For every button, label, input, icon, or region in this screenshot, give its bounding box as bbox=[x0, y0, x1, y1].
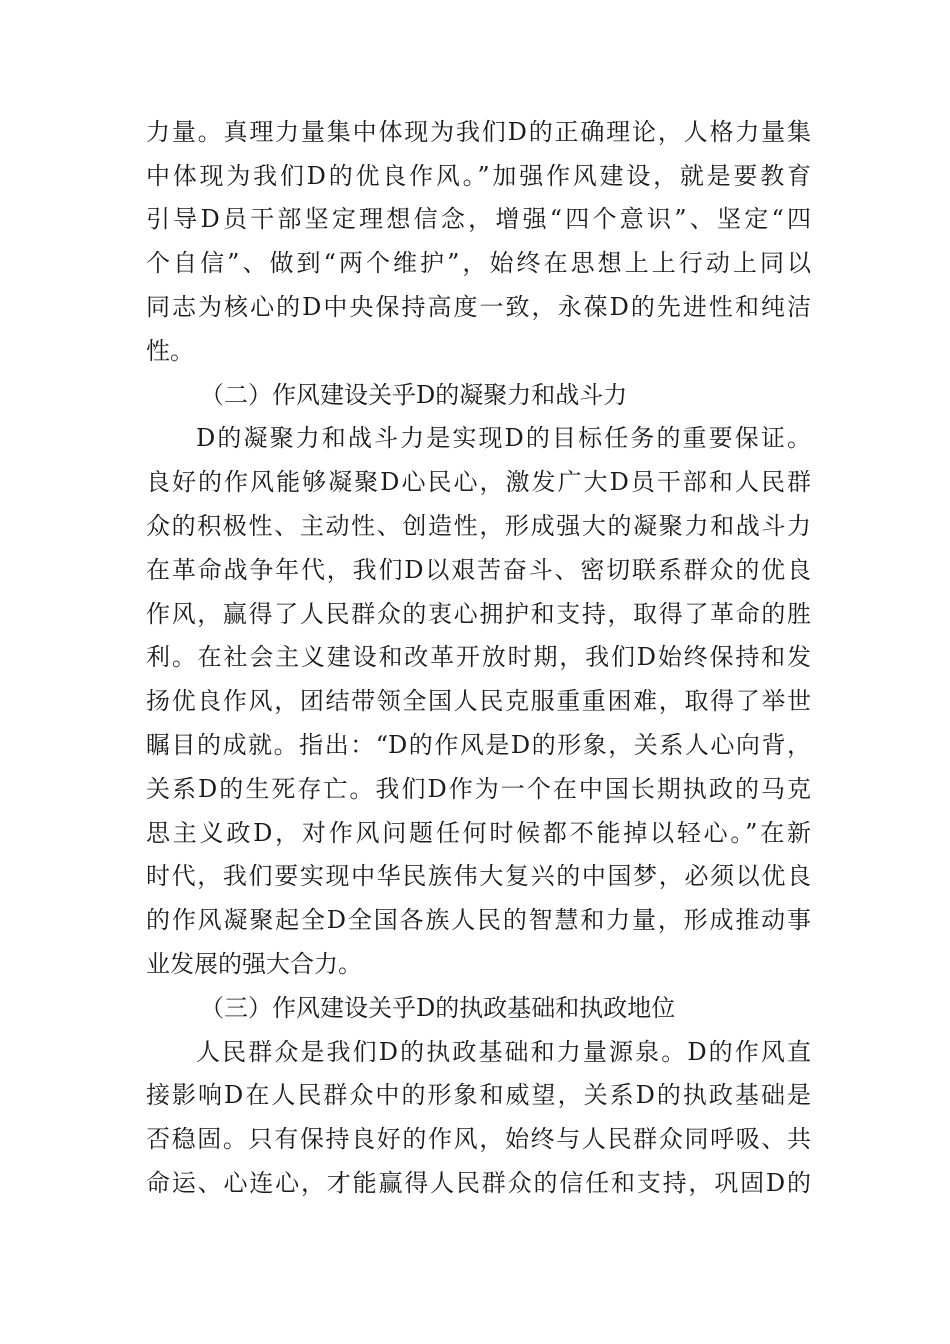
text-line: 众的积极性、主动性、创造性，形成强大的凝聚力和战斗力 bbox=[146, 512, 811, 540]
text-line: 接影响D在人民群众中的形象和威望，关系D的执政基础是 bbox=[146, 1081, 811, 1109]
text-line: 业发展的强大合力。 bbox=[146, 950, 362, 978]
section-heading: （二）作风建设关乎D的凝聚力和战斗力 bbox=[200, 381, 628, 409]
text-line: 利。在社会主义建设和改革开放时期，我们D始终保持和发 bbox=[146, 643, 811, 671]
text-line: 引导D员干部坚定理想信念，增强“四个意识”、坚定“四 bbox=[146, 205, 811, 233]
text-line: 关系D的生死存亡。我们D作为一个在中国长期执政的马克 bbox=[146, 775, 811, 803]
text-line: 良好的作风能够凝聚D心民心，激发广大D员干部和人民群 bbox=[146, 468, 811, 496]
text-line: 的作风凝聚起全D全国各族人民的智慧和力量，形成推动事 bbox=[146, 906, 811, 934]
text-line: 同志为核心的D中央保持高度一致，永葆D的先进性和纯洁 bbox=[146, 293, 811, 321]
text-line: 在革命战争年代，我们D以艰苦奋斗、密切联系群众的优良 bbox=[146, 556, 811, 584]
text-line: 否稳固。只有保持良好的作风，始终与人民群众同呼吸、共 bbox=[146, 1125, 811, 1153]
text-line: 作风，赢得了人民群众的衷心拥护和支持，取得了革命的胜 bbox=[146, 600, 811, 628]
text-line: 力量。真理力量集中体现为我们D的正确理论，人格力量集 bbox=[146, 118, 811, 146]
text-line: 时代，我们要实现中华民族伟大复兴的中国梦，必须以优良 bbox=[146, 862, 811, 890]
text-line: 命运、心连心，才能赢得人民群众的信任和支持，巩固D的 bbox=[146, 1169, 811, 1197]
paragraph-first-line: D的凝聚力和战斗力是实现D的目标任务的重要保证。 bbox=[196, 424, 811, 452]
text-line: 扬优良作风，团结带领全国人民克服重重困难，取得了举世 bbox=[146, 687, 811, 715]
section-heading: （三）作风建设关乎D的执政基础和执政地位 bbox=[200, 994, 676, 1022]
text-line: 中体现为我们D的优良作风。”加强作风建设，就是要教育 bbox=[146, 162, 811, 190]
paragraph-first-line: 人民群众是我们D的执政基础和力量源泉。D的作风直 bbox=[196, 1038, 811, 1066]
text-line: 瞩目的成就。指出：“D的作风是D的形象，关系人心向背， bbox=[146, 731, 811, 759]
text-line: 性。 bbox=[146, 337, 194, 365]
text-line: 个自信”、做到“两个维护”，始终在思想上上行动上同以 bbox=[146, 249, 811, 277]
text-line: 思主义政D，对作风问题任何时候都不能掉以轻心。”在新 bbox=[146, 819, 811, 847]
